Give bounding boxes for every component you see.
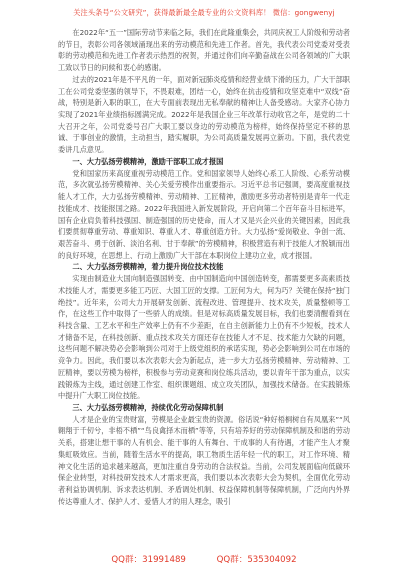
paragraph-section-2: 实现由制造业大国向制造强国转变、由中国制造向中国创造转变，都需要更多高素质技术技能人才，需要更多能工巧匠、大国工匠的支撑。工匠何为大，何为巧？关键在保持“独门绝技”。近年来，公司大力开展研发创新、流程改进、管理提升、技术攻关，质量整顿等工作，在这些工作中取得了一些骄人的成绩。但是对标高质量发展目标，我们也要清醒看到在科技含量、工艺水平和生产效率上仍有不少差距，在自主创新能力上仍有不少短板，技术人才储备不足，在科技创新、重点技术攻关方面还存在技能人才不足、技术能力欠缺的问题，这些问题不解决势必会影响到公司对于上级党组织的承诺实现，势必会影响到公司在市场的竞争力。因此，我们要以本次表彰大会为新起点，进一步大力弘扬劳模精神、劳动精神、工匠精神，要以劳模为榜样，积极参与劳动竞赛和岗位练兵活动，要以青年干部为重点，以实践锻炼为主线，通过创建工作室、组织课题组、成立攻关团队，加强技术储备。在实践锻炼中提升广大职工岗位技能。 (58, 274, 350, 401)
section-heading-2: 二、大力弘扬劳模精神，着力提升岗位技术技能 (72, 262, 224, 272)
paragraph-intro: 在2022年“五一”国际劳动节来临之际，我们在此隆重集会，共同庆祝工人阶级和劳动者的节日，表彰公司各领域涌现出来的劳动模范和先进工作者。首先，我代表公司党委对受表彰的劳动模范和先进工作者表示热烈的祝贺，并通过你们向辛勤奋战在公司各领域的广大职工致以节日的问候和衷心的感谢。 (58, 28, 350, 73)
qq-group-2: QQ群：535304092 (216, 555, 297, 565)
paragraph-section-1: 党和国家历来高度重视劳动模范工作。党和国家领导人始终心系工人阶级、心系劳动模范，多次就弘扬劳模精神、关心关爱劳模作出重要指示。习近平总书记强调，要高度重视技能人才工作，大力弘扬劳模精神、劳动精神、工匠精神，激励更多劳动者特别是青年一代走技能成才、技能报国之路。2022年我国进入新发展阶段，开启向第二个百年奋斗目标进军，国有企业肩负着科技强国、制造强国的历史使命，而人才又是兴企兴业的关键因素，因此我们要贯彻尊重劳动、尊重知识、尊重人才、尊重创造方针。大力弘扬“爱岗敬业、争创一流、艰苦奋斗、勇于创新、淡泊名利、甘于奉献”的劳模精神，积极营造有利于技能人才脱颖而出的良好环境，在思想上、行动上激励广大干部在本职岗位上建功立业，成才报国。 (58, 168, 350, 260)
paragraph-review: 过去的2021年是不平凡的一年，面对新冠肺炎疫情和经营业绩下滑的压力，广大干部职工在公司党委坚强的领导下，不畏艰难，团结一心，始终在抗击疫情和攻坚克难中“双线”奋战，特别是新入职的职工，在大专面前表现出无私奉献的精神让人备受感动。大家齐心协力实现了2021年业绩指标圆满完成。2022年是我国企业三年改革行动收官之年，是党的二十大召开之年，公司党委号召广大职工要以身边的劳动模范为榜样，始终保持坚定不移的思诚、于事创业的激情，主动担当，踏实履职，为公司高质量发展再立新功。下面，我代表党委讲几点意见。 (58, 74, 350, 155)
footer-contact (0, 554, 408, 566)
qq-group-1: QQ群：31991489 (111, 555, 186, 565)
document-body (58, 27, 350, 507)
section-heading-1: 一、大力弘扬劳模精神，激励干部职工成才报国 (72, 156, 224, 166)
promo-header: 关注头条号“公文研究”，获得最新最全最专业的公文资料库！ 微信：gongwenyj (73, 8, 335, 17)
paragraph-section-3: 人才是企业的宝贵财富，劳模是企业最宝贵的资源。俗话说“种好梧桐树自有凤凰来”“风翱翔于千仞兮，非梧不栖”“鸟良禽择木而栖”等等，只有培养好的劳动保障机制及和谐的劳动关系，搭建让想干事的人有机会、能干事的人有舞台、干成事的人有待遇，才能产生人才聚集虹吸效应。当前，随着生活水平的提高，职工物质生活年轻一代的职工，对工作环境、精神文化生活的追求越来越高，更加注重自身劳动的合法权益。当前，公司发展面临向低碳环保企业转型，对科技研发技术人才需求更高，我们要以本次表彰大会为契机，全面优化劳动者利益协调机制、诉求表达机制、矛盾调处机制、权益保障机制等保障机制，广泛向内外界传达尊重人才、保护人才、爱惜人才的用人理念，吸引 (58, 414, 350, 506)
section-heading-3: 三、大力弘扬劳模精神，持续优化劳动保障机制 (72, 403, 224, 412)
